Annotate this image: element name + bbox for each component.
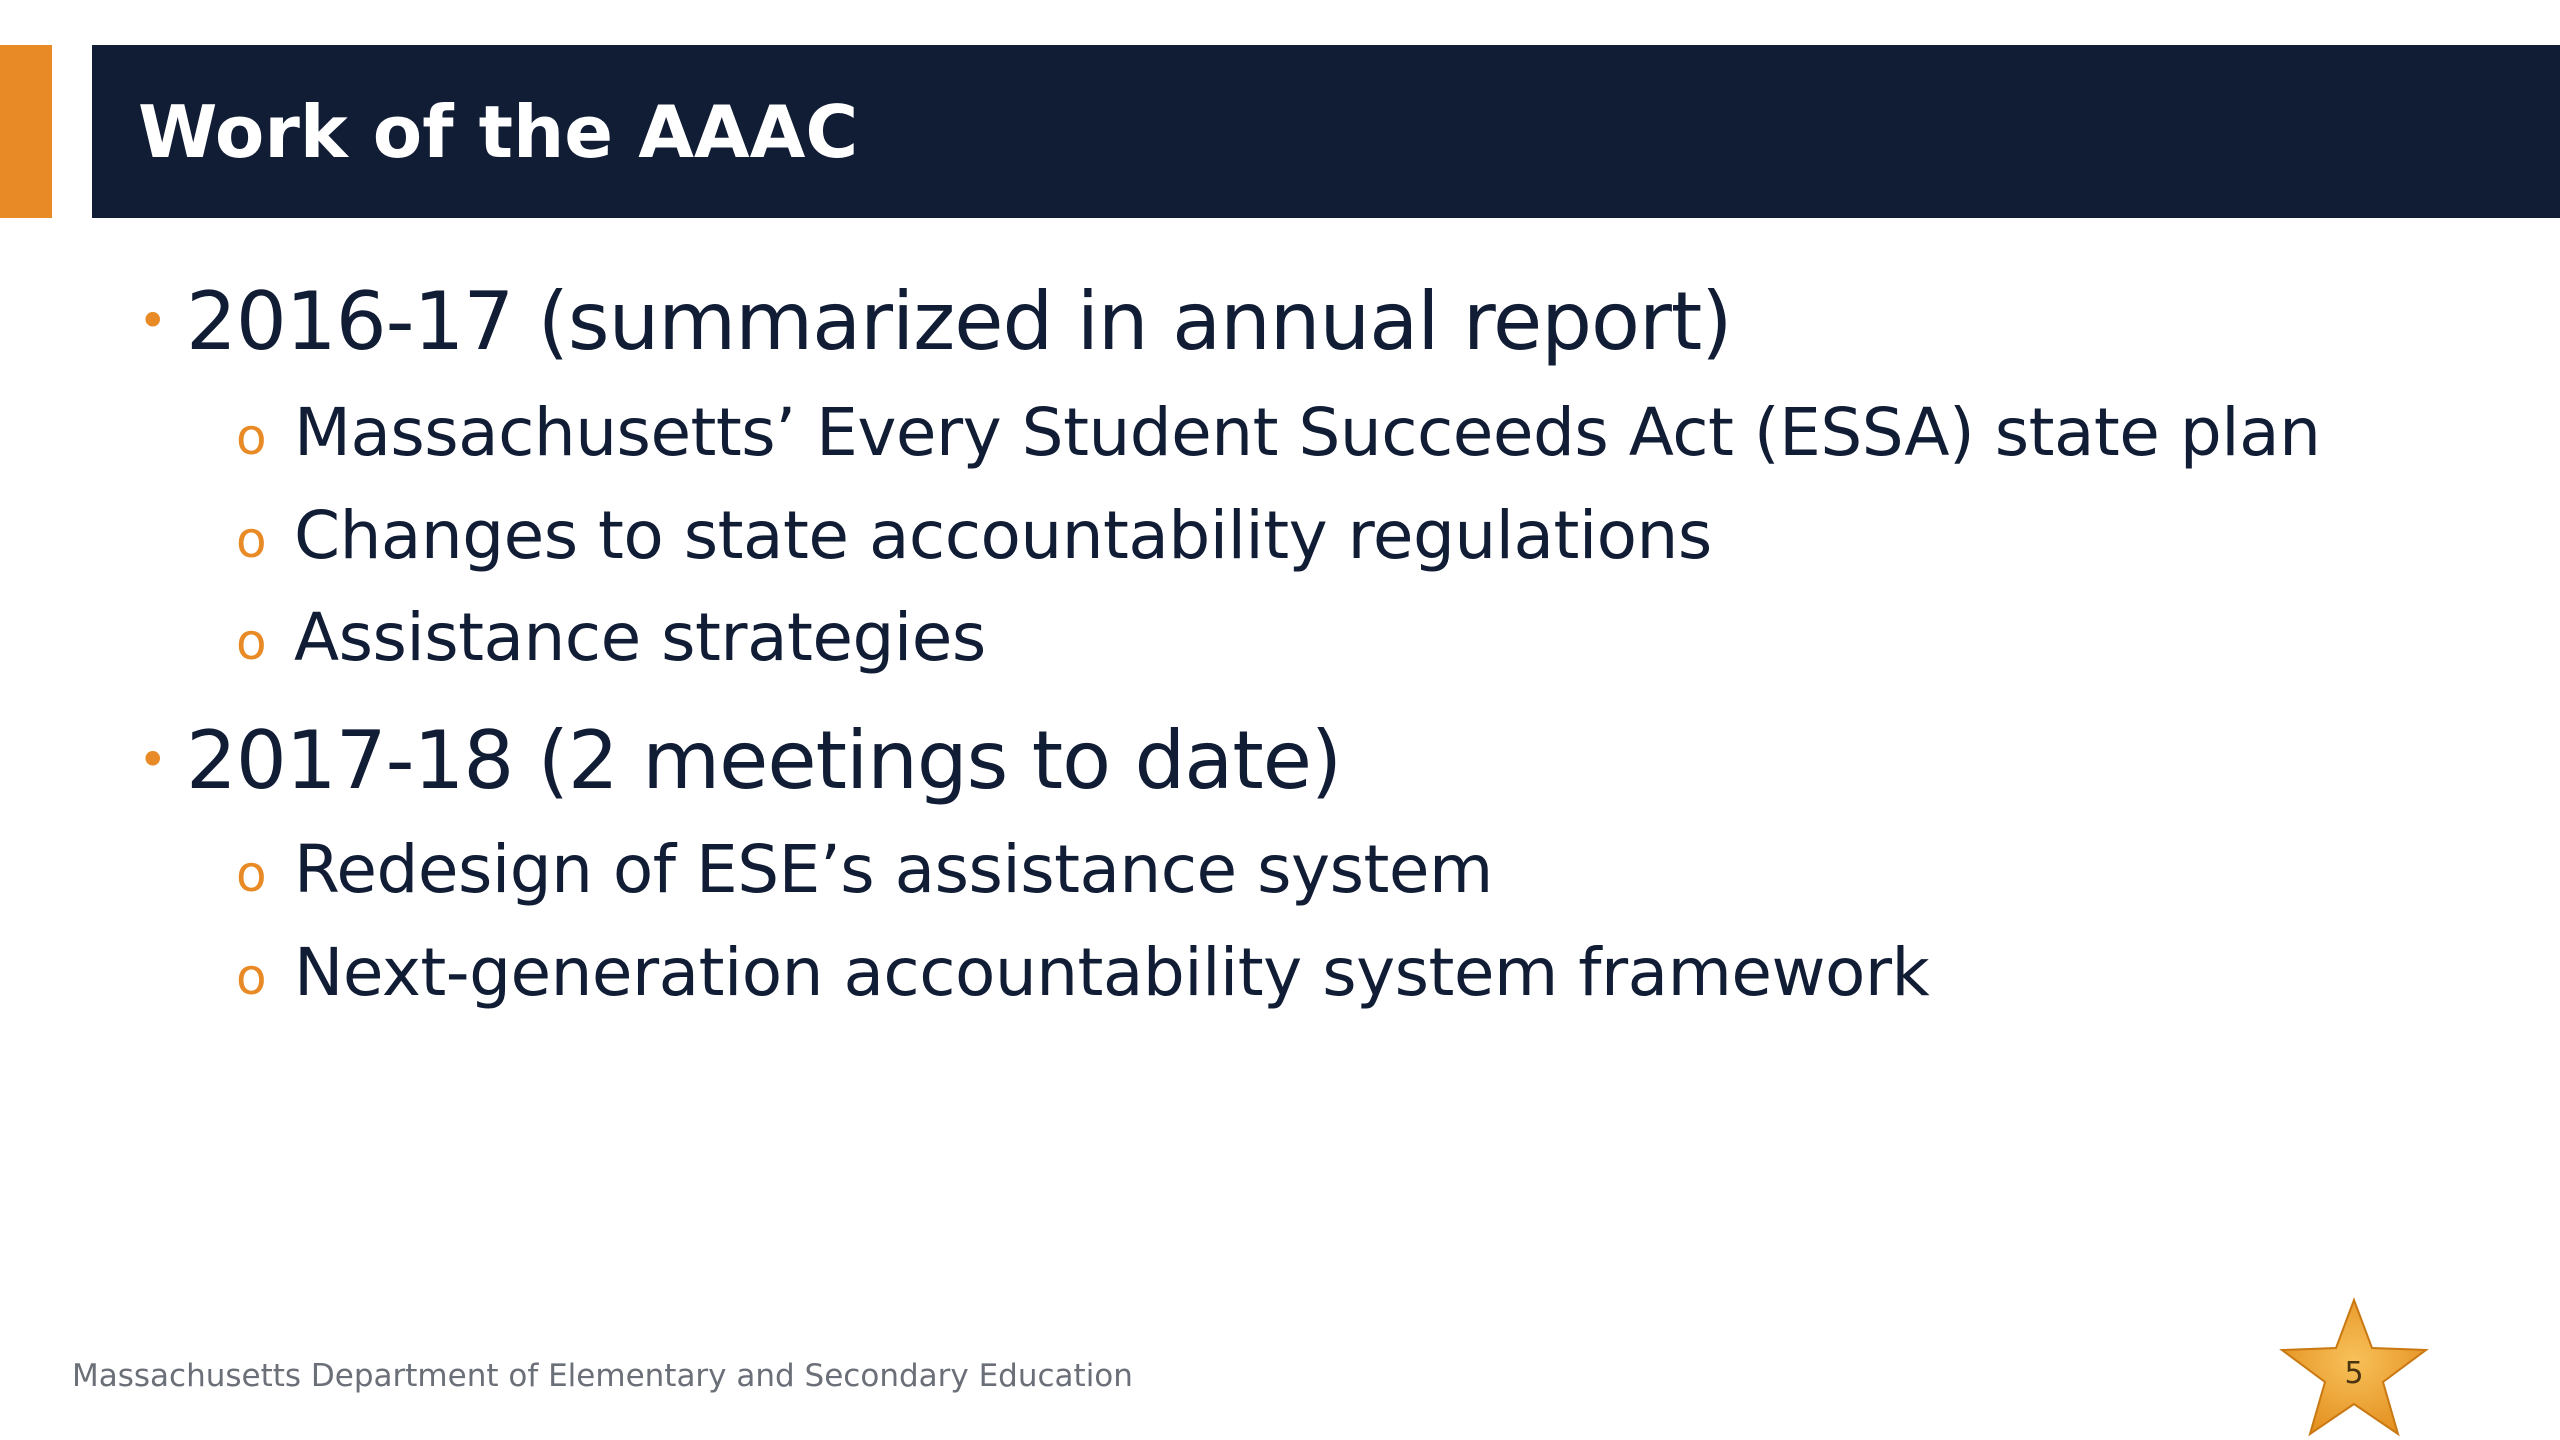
footer-organization: Massachusetts Department of Elementary and Secondary Education: [72, 1358, 1133, 1394]
sub-bullet-item: [236, 490, 1712, 580]
sub-bullet-item: [236, 387, 2320, 477]
page-number: 5: [2344, 1356, 2364, 1391]
sub-bullet-text: Changes to state accountability regulations: [294, 496, 1712, 574]
bullet-item-2017-18: [138, 710, 1341, 810]
slide-title: Work of the AAAC: [138, 89, 859, 174]
circle-bullet-icon: o: [236, 948, 267, 1006]
bullet-dot-icon: •: [138, 292, 168, 350]
sub-bullet-text: Redesign of ESE’s assistance system: [294, 830, 1493, 908]
bullet-text: 2017-18 (2 meetings to date): [186, 713, 1342, 807]
circle-bullet-icon: o: [236, 845, 267, 903]
bullet-item-2016-17: [138, 271, 1731, 371]
sub-bullet-item: [236, 592, 986, 682]
circle-bullet-icon: o: [236, 408, 267, 466]
bullet-text: 2016-17 (summarized in annual report): [186, 274, 1732, 368]
circle-bullet-icon: o: [236, 511, 267, 569]
sub-bullet-text: Assistance strategies: [294, 598, 986, 676]
sub-bullet-text: Massachusetts’ Every Student Succeeds Act (ESSA) state plan: [294, 393, 2321, 471]
bullet-dot-icon: •: [138, 731, 168, 789]
sub-bullet-text: Next-generation accountability system framework: [294, 933, 1930, 1011]
sub-bullet-item: [236, 824, 1493, 914]
sub-bullet-item: [236, 927, 1929, 1017]
circle-bullet-icon: o: [236, 613, 267, 671]
